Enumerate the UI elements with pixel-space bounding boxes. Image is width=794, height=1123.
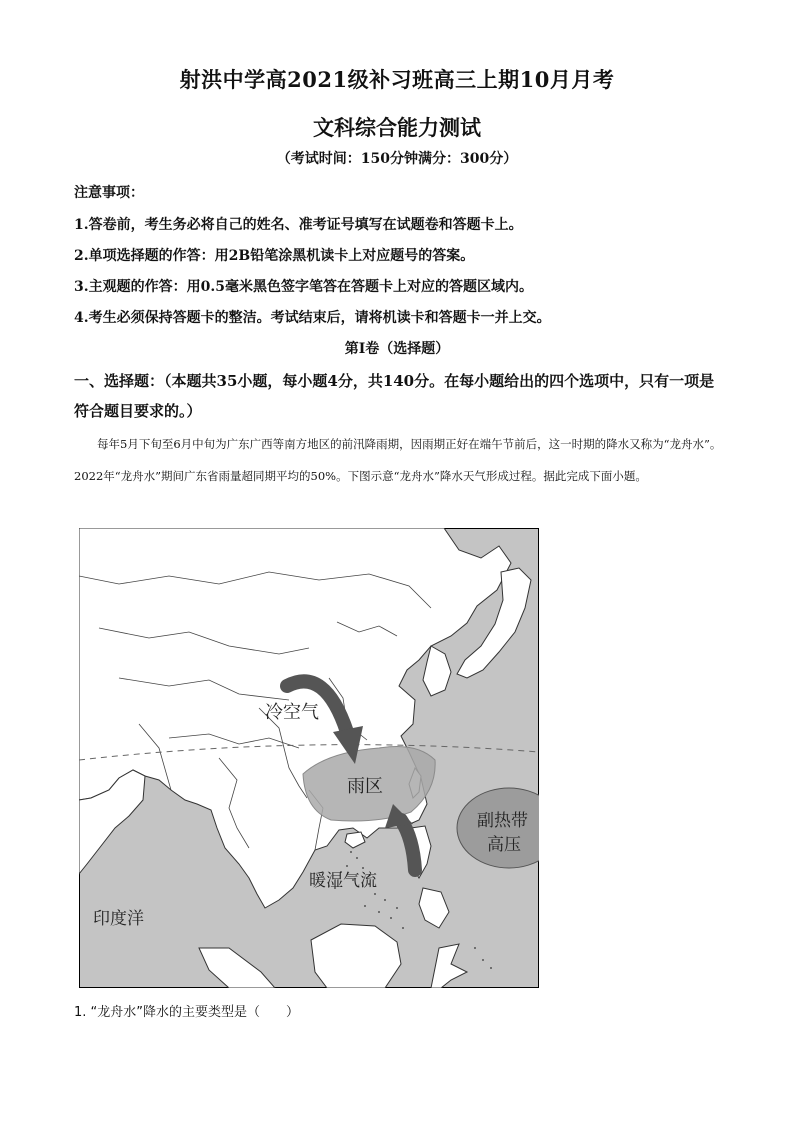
warm-moist-label: 暖湿气流 — [309, 871, 377, 891]
notice-title: 注意事项： — [74, 185, 144, 201]
rain-area-label: 雨区 — [347, 776, 383, 797]
subtropical-high-label: 副热带 — [477, 811, 528, 831]
subtropical-high-label-2: 高压 — [487, 835, 521, 855]
question-1 — [74, 1001, 299, 1020]
question-number: 1. — [74, 1005, 87, 1020]
cold-air-label: 冷空气 — [265, 702, 319, 723]
question-passage: 每年5月下旬至6月中旬为广东广西等南方地区的前汛降雨期，因雨期正好在端午节前后，这一时期的降水又称为“龙舟水”。2022年“龙舟水”期间广东省雨量超同期平均的50%。下图示意“龙舟水”降水天气形成过程。据此完成下面小题。 — [74, 437, 722, 483]
question-text: “龙舟水”降水的主要类型是（ ） — [90, 1005, 300, 1020]
notice-item: 2.单项选择题的作答：用2B铅笔涂黑机读卡上对应题号的答案。 — [74, 248, 475, 264]
notice-item: 3.主观题的作答：用0.5毫米黑色签字笔答在答题卡上对应的答题区域内。 — [74, 279, 533, 295]
part-title: 第I卷（选择题） — [344, 341, 450, 357]
section-instruction: 一、选择题：（本题共35小题，每小题4分，共140分。在每小题给出的四个选项中，只有一项是符合题目要求的。） — [74, 372, 715, 420]
exam-time-info: （考试时间：150分钟满分：300分） — [276, 151, 518, 167]
indian-ocean-label: 印度洋 — [93, 909, 144, 929]
notice-item: 4.考生必须保持答题卡的整洁。考试结束后，请将机读卡和答题卡一并上交。 — [74, 310, 551, 326]
east-asia-map — [79, 528, 539, 988]
exam-subtitle: 文科综合能力测试 — [313, 115, 481, 140]
exam-title: 射洪中学高2021级补习班高三上期10月月考 — [179, 67, 615, 92]
notice-item: 1.答卷前，考生务必将自己的姓名、准考证号填写在试题卷和答题卡上。 — [74, 217, 523, 233]
